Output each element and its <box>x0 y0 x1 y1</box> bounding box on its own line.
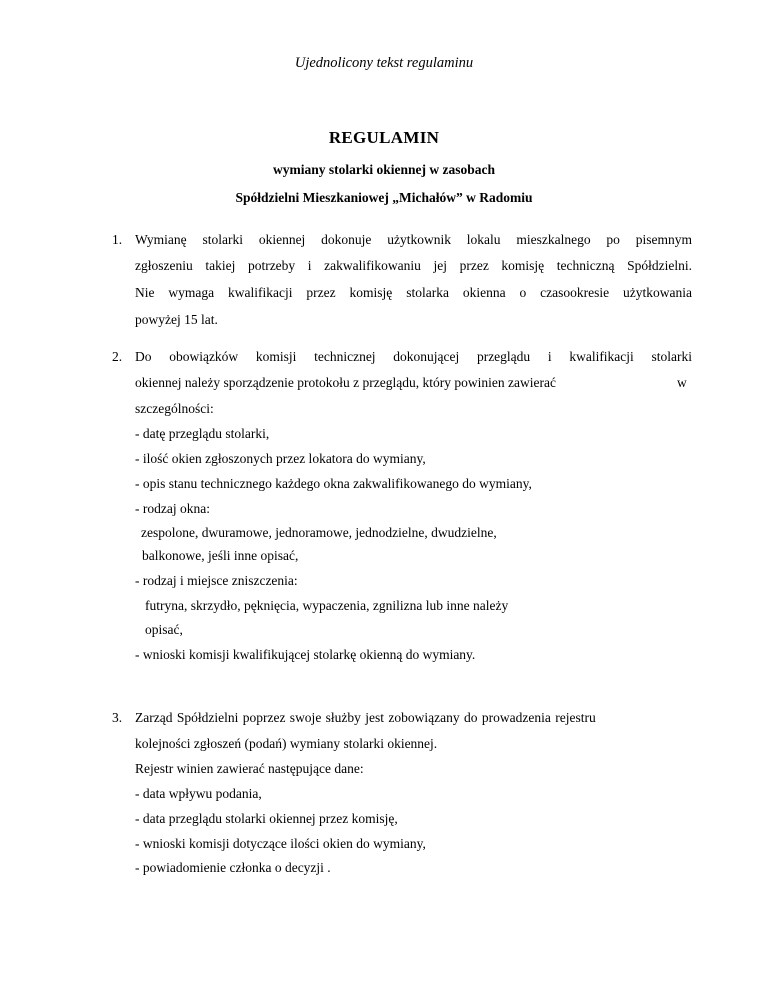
list-item: - datę przeglądu stolarki, <box>135 426 270 441</box>
item-number: 1. <box>112 232 123 247</box>
item-number: 3. <box>112 710 123 725</box>
list-item: - opis stanu technicznego każdego okna zakwalifikowanego do wymiany, <box>135 476 532 491</box>
list-item: - wnioski komisji kwalifikującej stolarkę okienną do wymiany. <box>135 647 476 662</box>
item-line: szczególności: <box>135 401 214 416</box>
document-subtitle-line-2: Spółdzielni Mieszkaniowej „Michałów” w Radomiu <box>235 190 533 205</box>
list-item-detail: futryna, skrzydło, pęknięcia, wypaczenia, zgnilizna lub inne należy <box>145 598 509 613</box>
item-number: 2. <box>112 349 123 364</box>
list-item: - rodzaj i miejsce zniszczenia: <box>135 573 298 588</box>
list-item: - ilość okien zgłoszonych przez lokatora do wymiany, <box>135 451 426 466</box>
item-line: Zarząd Spółdzielni poprzez swoje służby jest zobowiązany do prowadzenia rejestru <box>135 710 596 725</box>
list-item: - data przeglądu stolarki okiennej przez komisję, <box>135 811 398 826</box>
item-line: Wymianę stolarki okiennej dokonuje użytkownik lokalu mieszkalnego po pisemnym <box>135 232 692 247</box>
list-item: - rodzaj okna: <box>135 501 210 516</box>
item-line: zgłoszeniu takiej potrzeby i zakwalifikowaniu jej przez komisję techniczną Spółdzielni. <box>135 258 692 273</box>
document-subtitle-line-1: wymiany stolarki okiennej w zasobach <box>272 162 495 177</box>
item-line: powyżej 15 lat. <box>135 312 218 327</box>
item-line: w <box>677 375 687 390</box>
list-item-detail: opisać, <box>145 622 183 637</box>
list-item: - powiadomienie członka o decyzji . <box>135 860 331 875</box>
list-item-detail: zespolone, dwuramowe, jednoramowe, jednodzielne, dwudzielne, <box>141 525 497 540</box>
list-item-detail: balkonowe, jeśli inne opisać, <box>142 548 299 563</box>
list-item: - data wpływu podania, <box>135 786 262 801</box>
document-title: REGULAMIN <box>328 128 440 147</box>
list-item: - wnioski komisji dotyczące ilości okien do wymiany, <box>135 836 426 851</box>
item-line: Do obowiązków komisji technicznej dokonującej przeglądu i kwalifikacji stolarki <box>135 349 692 364</box>
item-line: okiennej należy sporządzenie protokołu z przeglądu, który powinien zawierać <box>135 375 556 390</box>
item-line: Nie wymaga kwalifikacji przez komisję stolarka okienna o czasookresie użytkowania <box>135 285 692 300</box>
item-line: kolejności zgłoszeń (podań) wymiany stolarki okiennej. <box>135 736 438 751</box>
item-line: Rejestr winien zawierać następujące dane: <box>135 761 364 776</box>
running-header: Ujednolicony tekst regulaminu <box>294 55 474 71</box>
